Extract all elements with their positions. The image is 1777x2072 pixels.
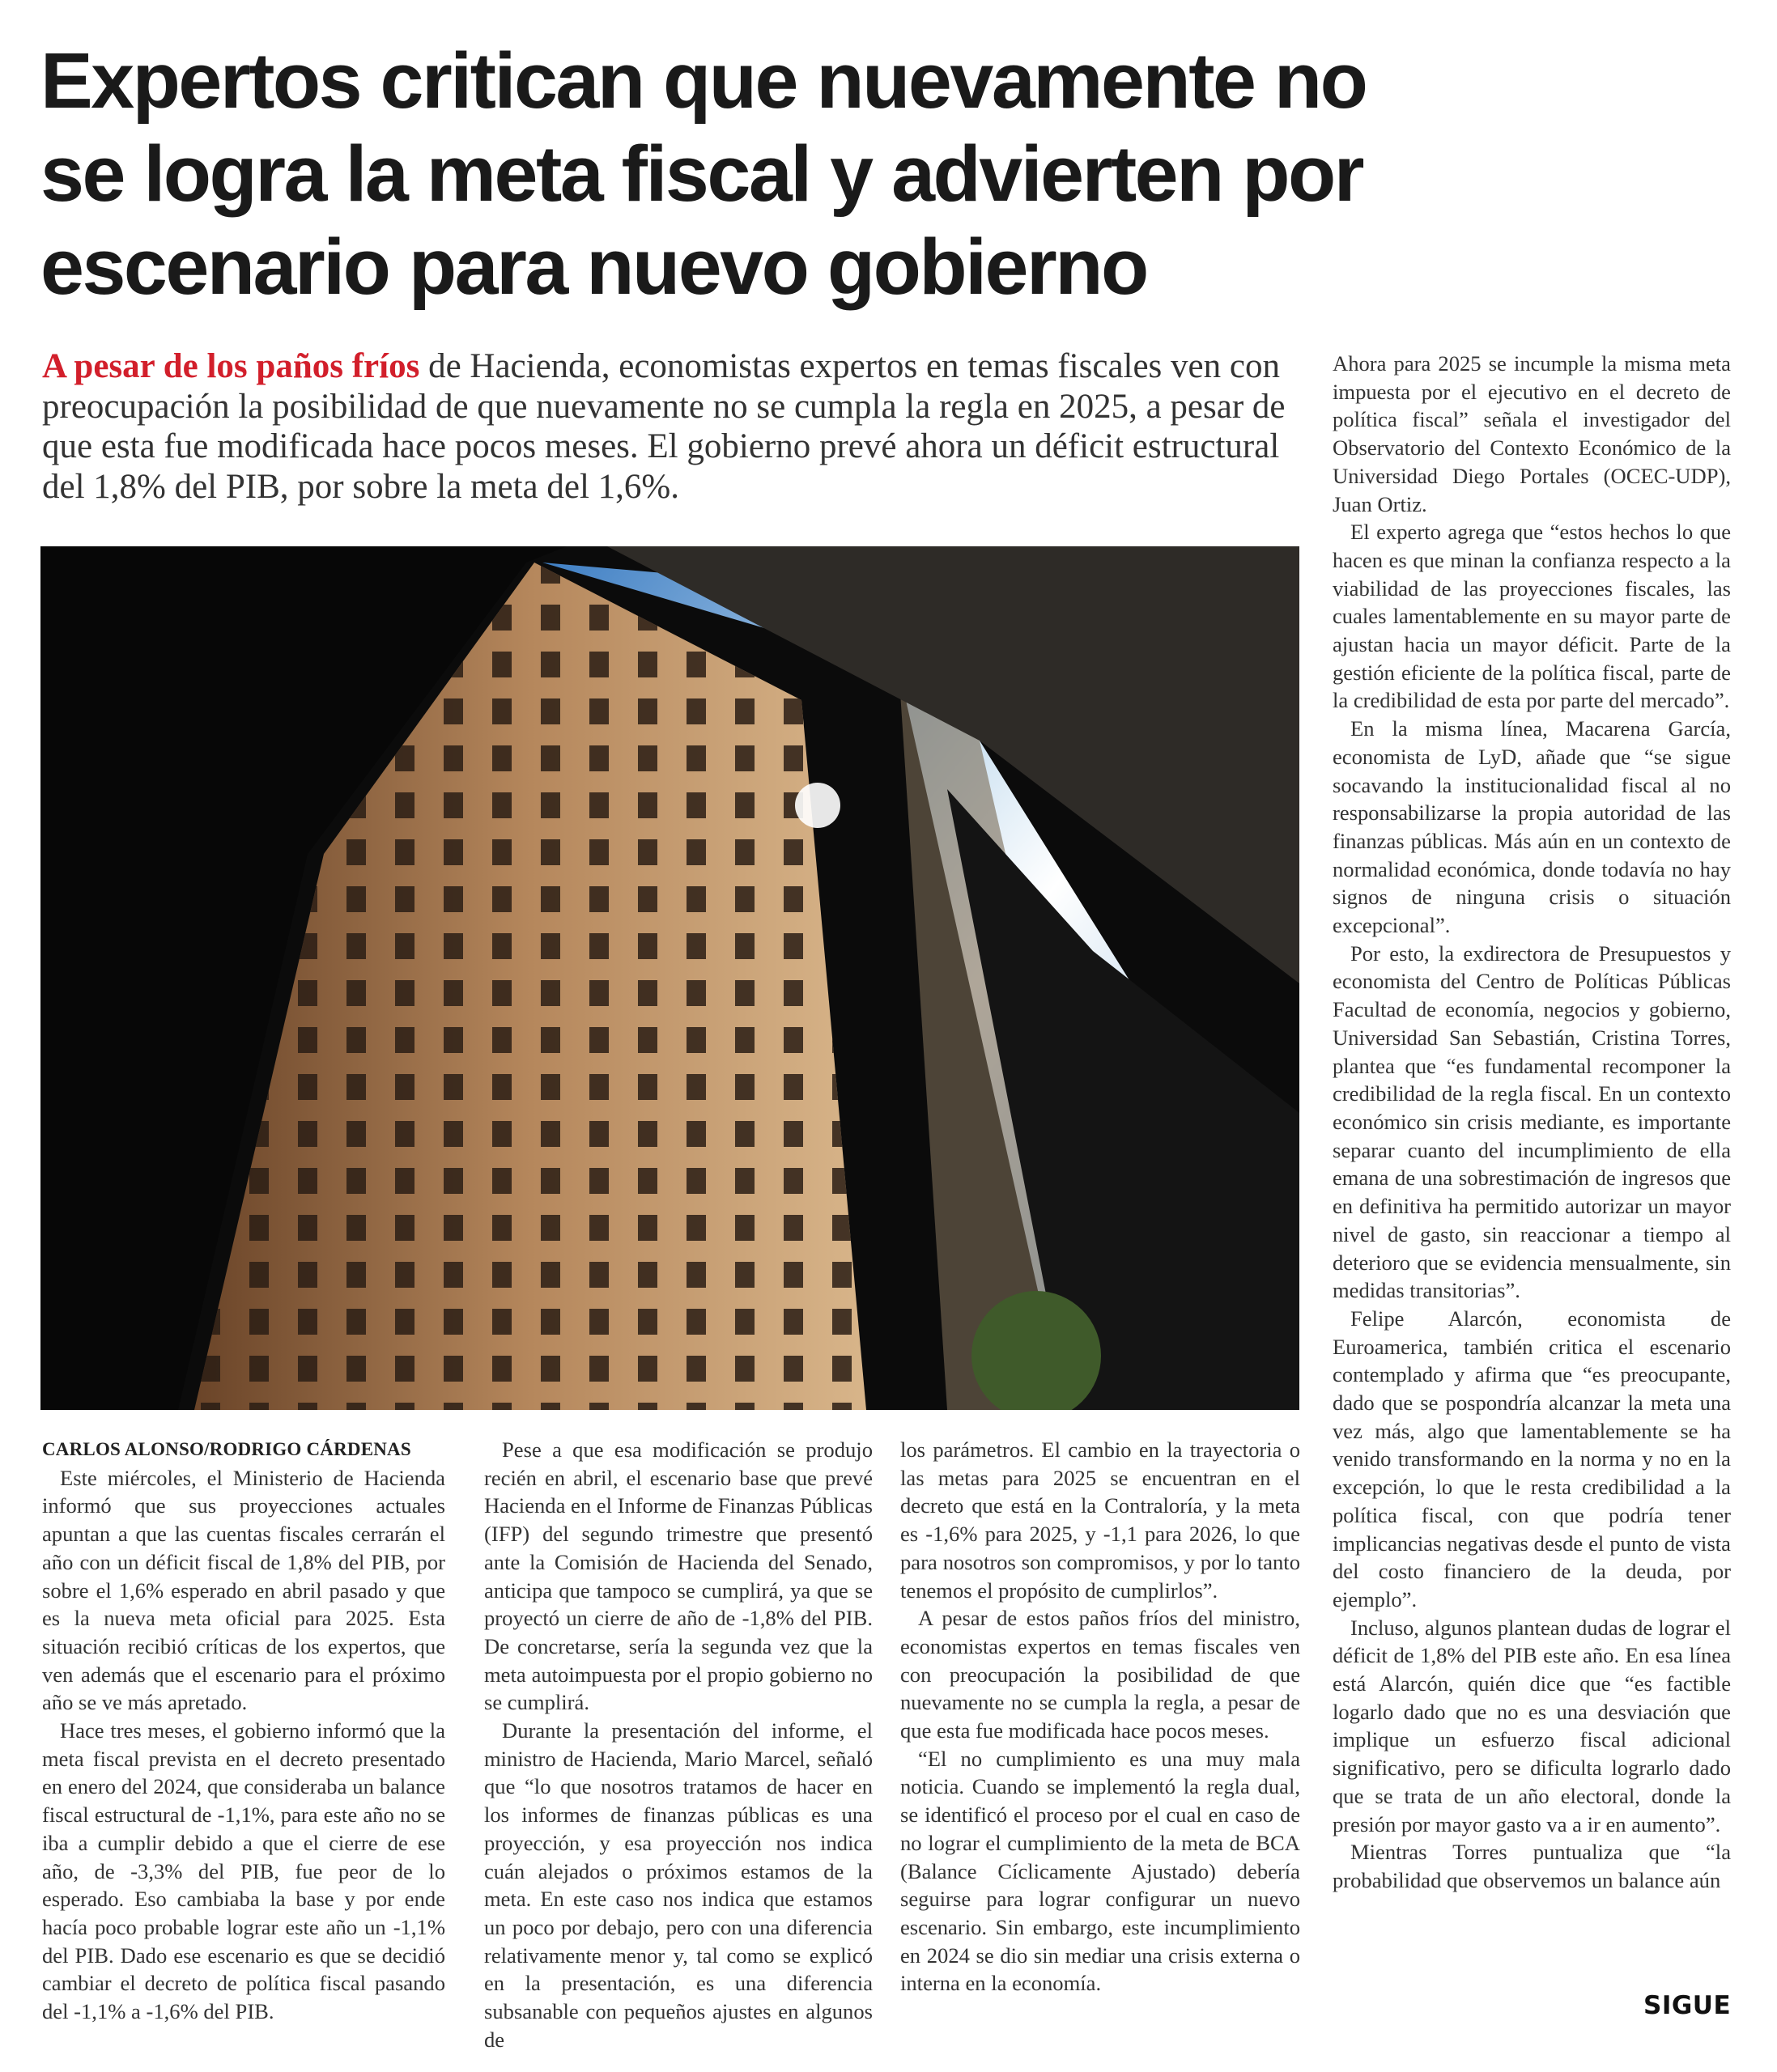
article-photo — [40, 546, 1299, 1410]
deck-text: de Hacienda, economistas expertos en temas fiscales ven con preocupación la posibilidad de que nuevamente no se cumpla la regla en 2025, a pesar de que esta fue modificada hace pocos meses. El gobierno prevé ahora un déficit estructural del 1,8% del PIB, por sobre la meta del 1,6%. — [42, 347, 1286, 506]
article-column-1 — [42, 1436, 445, 2026]
paragraph: Ahora para 2025 se incumple la misma meta impuesta por el ejecutivo en el decreto de política fiscal” señala el investigador del Observatorio del Contexto Económico de la Universidad Diego Portales (OCEC-UDP), Juan Ortiz. — [1333, 351, 1731, 516]
paragraph: Este miércoles, el Ministerio de Hacienda informó que sus proyecciones actuales apuntan a que las cuentas fiscales cerrarán el año con un déficit fiscal de 1,8% del PIB, por sobre el 1,6% esperado en abril pasado y que es la nueva meta oficial para 2025. Esta situación recibió críticas de los expertos, que ven además que el escenario para el próximo año se ve más apretado. — [42, 1465, 445, 1715]
headline — [40, 34, 1757, 313]
continues-label: SIGUE — [1643, 1991, 1732, 2020]
paragraph: En la misma línea, Macarena García, economista de LyD, añade que “se sigue socavando la institucionalidad fiscal al no responsabilizarse la propia autoridad de las finanzas públicas. Más aún en un contexto de normalidad económica, donde todavía no hay signos de ninguna crisis o situación excepcional”. — [1333, 716, 1731, 938]
paragraph: El experto agrega que “estos hechos lo que hacen es que minan la confianza respecto a la viabilidad de las proyecciones fiscales, las cuales lamentablemente en su mayor parte de ajustan hacia un mayor déficit. Parte de la gestión eficiente de la política fiscal, parte de la credibilidad de esta por parte del mercado”. — [1333, 520, 1731, 713]
paragraph: los parámetros. El cambio en la trayectoria o las metas para 2025 se encuentran en el decreto que está en la Contraloría, y la meta es -1,6% para 2025, y -1,1 para 2026, lo que para nosotros son compromisos, y por lo tanto tenemos el propósito de cumplirlos”. — [900, 1437, 1300, 1603]
paragraph: Incluso, algunos plantean dudas de lograr el déficit de 1,8% del PIB este año. En esa línea está Alarcón, quién dice que “es factible logarlo dado que no es una desviación que implique un esfuerzo fiscal adicional significativo, pero se dificulta lograrlo dado que se trata de un año electoral, donde la presión por mayor gasto va a ir en aumento”. — [1333, 1615, 1731, 1836]
deck-lead: A pesar de los paños fríos — [42, 347, 420, 385]
paragraph: “El no cumplimiento es una muy mala noticia. Cuando se implementó la regla dual, se identificó el proceso por el cual en caso de no lograr el cumplimiento de la meta de BCA (Balance Cíclicamente Ajustado) debería seguirse para lograr configurar un nuevo escenario. Sin embargo, este incumplimiento en 2024 se dio sin mediar una crisis externa o interna en la economía. — [900, 1746, 1300, 1996]
paragraph: A pesar de estos paños fríos del ministro, economistas expertos en temas fiscales ven con preocupación la posibilidad de que nuevamente no se cumpla la regla, a pesar de que esta fue modificada hace pocos meses. — [900, 1606, 1300, 1743]
headline-line: Expertos critican que nuevamente no — [40, 36, 1367, 125]
paragraph: Mientras Torres puntualiza que “la probabilidad que observemos un balance aún — [1333, 1840, 1731, 1892]
paragraph: Felipe Alarcón, economista de Euroamerica, también critica el escenario contemplado y afirma que “es preocupante, dado que se pospondría alcanzar la meta una vez más, algo que lamentablemente se ha venido transformando en la norma y no en la excepción, lo que le resta credibilidad a la política fiscal, con que podría tener implicancias negativas desde el punto de vista del costo financiero de la deuda, por ejemplo”. — [1333, 1306, 1731, 1611]
paragraph: Por esto, la exdirectora de Presupuestos y economista del Centro de Políticas Públicas Facultad de economía, negocios y gobierno, Universidad San Sebastián, Cristina Torres, plantea que “es fundamental recomponer la credibilidad de la regla fiscal. En un contexto económico sin crisis mediante, es importante separar cuanto del incumplimiento de ella emana de una sobrestimación de ingresos que en definitiva ha permitido autorizar un mayor nivel de gasto, sin reaccionar a tiempo al deterioro que se evidencia mensualmente, sin medidas transitorias”. — [1333, 940, 1731, 1303]
article-column-4 — [1333, 350, 1731, 1895]
paragraph: Durante la presentación del informe, el ministro de Hacienda, Mario Marcel, señaló que “lo que nosotros tratamos de hacer en los informes de finanzas públicas es una proyección, y esa proyección nos indica cuán alejados o próximos estamos de la meta. En este caso nos indica que estamos un poco por debajo, pero con una diferencia relativamente menor y, tal como se explicó en la presentación, es una diferencia subsanable con pequeños ajustes en algunos de — [484, 1718, 873, 2052]
byline: CARLOS ALONSO/RODRIGO CÁRDENAS — [42, 1439, 411, 1459]
paragraph: Hace tres meses, el gobierno informó que la meta fiscal prevista en el decreto presentado en enero del 2024, que consideraba un balance fiscal estructural de -1,1%, para este año no se iba a cumplir debido a que el cierre de ese año, de -3,3% del PIB, fue peor de lo esperado. Eso cambiaba la base y por ende hacía poco probable lograr este año un -1,1% del PIB. Dado ese escenario es que se decidió cambiar el decreto de política fiscal pasando del -1,1% a -1,6% del PIB. — [42, 1718, 445, 2024]
paragraph: Pese a que esa modificación se produjo recién en abril, el escenario base que prevé Hacienda en el Informe de Finanzas Públicas (IFP) del segundo trimestre que presentó ante la Comisión de Hacienda del Senado, anticipa que tampoco se cumplirá, ya que se proyectó un cierre de año de -1,8% del PIB. De concretarse, sería la segunda vez que la meta autoimpuesta por el propio gobierno no se cumplirá. — [484, 1437, 873, 1715]
article-column-2 — [484, 1436, 873, 2053]
headline-line: se logra la meta fiscal y advierten por — [40, 130, 1363, 218]
building-photo-illustration — [40, 546, 1299, 1410]
article-column-3 — [900, 1436, 1300, 1998]
headline-line: escenario para nuevo gobierno — [40, 223, 1147, 311]
deck — [42, 346, 1297, 507]
